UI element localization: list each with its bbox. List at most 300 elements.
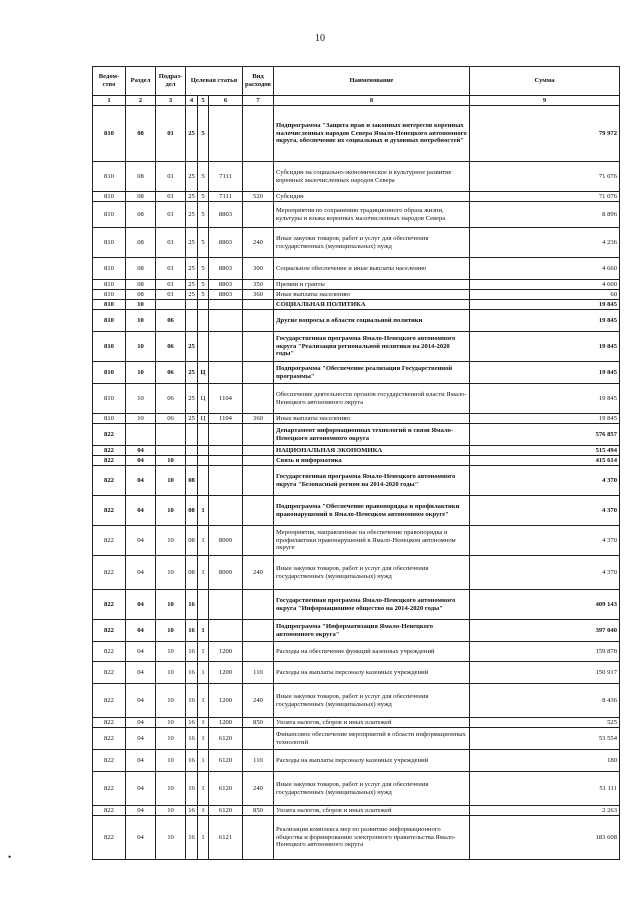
podrazdel-cell: 10 bbox=[156, 806, 186, 816]
razdel-cell: 04 bbox=[126, 466, 156, 496]
vedomstvo-cell: 810 bbox=[93, 162, 126, 192]
razdel-cell: 04 bbox=[126, 590, 156, 620]
sum-cell: 79 972 bbox=[470, 106, 620, 162]
target-b-cell: 5 bbox=[198, 106, 209, 162]
target-c-cell bbox=[209, 332, 243, 362]
table-row bbox=[93, 362, 620, 384]
target-a-cell: 16 bbox=[186, 806, 198, 816]
vedomstvo-cell: 822 bbox=[93, 642, 126, 662]
table-row bbox=[93, 424, 620, 446]
target-a-cell: 25 bbox=[186, 290, 198, 300]
index-cell: 1 bbox=[93, 96, 126, 106]
vid-cell bbox=[243, 202, 274, 228]
razdel-cell: 08 bbox=[126, 258, 156, 280]
vid-cell bbox=[243, 446, 274, 456]
name-cell: Подпрограмма "Обеспечение правопорядка и профилактики правонарушений в Ямало-Ненецком автономном округе" bbox=[274, 496, 470, 526]
sum-cell: 19 845 bbox=[470, 362, 620, 384]
vid-cell bbox=[243, 332, 274, 362]
target-a-cell: 25 bbox=[186, 258, 198, 280]
vedomstvo-cell: 822 bbox=[93, 466, 126, 496]
table-row bbox=[93, 750, 620, 772]
target-b-cell bbox=[198, 424, 209, 446]
table-row bbox=[93, 684, 620, 718]
target-b-cell: 1 bbox=[198, 772, 209, 806]
sum-cell: 71 076 bbox=[470, 162, 620, 192]
vedomstvo-cell: 810 bbox=[93, 384, 126, 414]
name-cell: Государственная программа Ямало-Ненецкого автономного округа "Безопасный регион на 2014-2020 годы" bbox=[274, 466, 470, 496]
table-row bbox=[93, 258, 620, 280]
vedomstvo-cell: 810 bbox=[93, 202, 126, 228]
vid-cell: 850 bbox=[243, 718, 274, 728]
sum-cell: 19 845 bbox=[470, 300, 620, 310]
vid-cell bbox=[243, 424, 274, 446]
target-a-cell: 08 bbox=[186, 526, 198, 556]
podrazdel-cell: 10 bbox=[156, 526, 186, 556]
table-row bbox=[93, 162, 620, 192]
sum-cell: 4 600 bbox=[470, 280, 620, 290]
target-a-cell: 16 bbox=[186, 816, 198, 860]
target-c-cell bbox=[209, 106, 243, 162]
name-cell: Финансовое обеспечение мероприятий в области информационных технологий bbox=[274, 728, 470, 750]
razdel-cell: 04 bbox=[126, 446, 156, 456]
razdel-cell: 04 bbox=[126, 556, 156, 590]
podrazdel-cell: 10 bbox=[156, 684, 186, 718]
sum-cell: 19 845 bbox=[470, 310, 620, 332]
podrazdel-cell: 06 bbox=[156, 414, 186, 424]
target-c-cell: 1200 bbox=[209, 718, 243, 728]
razdel-cell: 04 bbox=[126, 620, 156, 642]
razdel-cell: 04 bbox=[126, 750, 156, 772]
podrazdel-cell: 10 bbox=[156, 456, 186, 466]
table-row bbox=[93, 526, 620, 556]
vid-cell bbox=[243, 620, 274, 642]
target-c-cell: 8803 bbox=[209, 202, 243, 228]
vedomstvo-cell: 810 bbox=[93, 258, 126, 280]
vid-cell bbox=[243, 642, 274, 662]
margin-mark: • bbox=[8, 852, 12, 862]
table-row bbox=[93, 806, 620, 816]
target-b-cell: 1 bbox=[198, 728, 209, 750]
vedomstvo-cell: 822 bbox=[93, 718, 126, 728]
podrazdel-cell: 10 bbox=[156, 728, 186, 750]
name-cell: Расходы на выплаты персоналу казенных учреждений bbox=[274, 662, 470, 684]
target-c-cell bbox=[209, 300, 243, 310]
podrazdel-cell: 06 bbox=[156, 332, 186, 362]
table-row bbox=[93, 496, 620, 526]
sum-cell: 51 111 bbox=[470, 772, 620, 806]
target-b-cell: 1 bbox=[198, 496, 209, 526]
vedomstvo-cell: 822 bbox=[93, 526, 126, 556]
table-row bbox=[93, 718, 620, 728]
sum-cell: 4 236 bbox=[470, 228, 620, 258]
name-cell: НАЦИОНАЛЬНАЯ ЭКОНОМИКА bbox=[274, 446, 470, 456]
target-b-cell: 1 bbox=[198, 556, 209, 590]
razdel-cell: 04 bbox=[126, 456, 156, 466]
vedomstvo-cell: 822 bbox=[93, 456, 126, 466]
target-a-cell: 25 bbox=[186, 106, 198, 162]
vedomstvo-cell: 810 bbox=[93, 228, 126, 258]
vedomstvo-cell: 822 bbox=[93, 816, 126, 860]
vedomstvo-cell: 810 bbox=[93, 332, 126, 362]
vedomstvo-cell: 822 bbox=[93, 446, 126, 456]
vid-cell bbox=[243, 384, 274, 414]
podrazdel-cell: 10 bbox=[156, 642, 186, 662]
podrazdel-cell: 06 bbox=[156, 362, 186, 384]
table-row bbox=[93, 446, 620, 456]
name-cell: СОЦИАЛЬНАЯ ПОЛИТИКА bbox=[274, 300, 470, 310]
sum-cell: 180 bbox=[470, 750, 620, 772]
vedomstvo-cell: 810 bbox=[93, 310, 126, 332]
target-a-cell: 25 bbox=[186, 362, 198, 384]
vid-cell bbox=[243, 526, 274, 556]
podrazdel-cell: 10 bbox=[156, 718, 186, 728]
target-a-cell: 16 bbox=[186, 590, 198, 620]
podrazdel-cell: 06 bbox=[156, 310, 186, 332]
target-c-cell: 6121 bbox=[209, 816, 243, 860]
vedomstvo-cell: 822 bbox=[93, 684, 126, 718]
name-cell: Уплата налогов, сборов и иных платежей bbox=[274, 806, 470, 816]
target-b-cell bbox=[198, 456, 209, 466]
target-c-cell: 1200 bbox=[209, 642, 243, 662]
target-b-cell: 5 bbox=[198, 290, 209, 300]
table-row bbox=[93, 332, 620, 362]
target-b-cell: 1 bbox=[198, 806, 209, 816]
name-cell: Реализация комплекса мер по развитию информационного общества и формированию электронного правительства Ямало-Ненецкого автономного округа bbox=[274, 816, 470, 860]
index-cell: 5 bbox=[198, 96, 209, 106]
header-name: Наименование bbox=[274, 67, 470, 96]
name-cell: Уплата налогов, сборов и иных платежей bbox=[274, 718, 470, 728]
target-b-cell: 1 bbox=[198, 526, 209, 556]
razdel-cell: 08 bbox=[126, 290, 156, 300]
table-row bbox=[93, 456, 620, 466]
vid-cell: 240 bbox=[243, 772, 274, 806]
vedomstvo-cell: 822 bbox=[93, 772, 126, 806]
target-a-cell bbox=[186, 310, 198, 332]
target-c-cell: 6120 bbox=[209, 750, 243, 772]
name-cell: Подпрограмма "Защита прав и законных интересов коренных малочисленных народов Севера Ямало-Ненецкого автономного округа, обеспечение их социальных и духовных потребностей" bbox=[274, 106, 470, 162]
target-a-cell: 25 bbox=[186, 280, 198, 290]
razdel-cell: 04 bbox=[126, 718, 156, 728]
target-a-cell: 16 bbox=[186, 620, 198, 642]
target-a-cell bbox=[186, 456, 198, 466]
table-row bbox=[93, 772, 620, 806]
podrazdel-cell: 10 bbox=[156, 816, 186, 860]
sum-cell: 4 370 bbox=[470, 556, 620, 590]
name-cell: Другие вопросы в области социальной политики bbox=[274, 310, 470, 332]
target-c-cell bbox=[209, 446, 243, 456]
target-c-cell: 8803 bbox=[209, 290, 243, 300]
name-cell: Премии и гранты bbox=[274, 280, 470, 290]
target-a-cell bbox=[186, 300, 198, 310]
header-sum: Сумма bbox=[470, 67, 620, 96]
razdel-cell: 10 bbox=[126, 310, 156, 332]
razdel-cell: 04 bbox=[126, 728, 156, 750]
vid-cell: 350 bbox=[243, 280, 274, 290]
index-cell: 4 bbox=[186, 96, 198, 106]
target-b-cell: 1 bbox=[198, 718, 209, 728]
target-a-cell: 16 bbox=[186, 684, 198, 718]
target-a-cell: 16 bbox=[186, 750, 198, 772]
vid-cell: 850 bbox=[243, 806, 274, 816]
podrazdel-cell: 10 bbox=[156, 590, 186, 620]
podrazdel-cell: 01 bbox=[156, 192, 186, 202]
table-row bbox=[93, 228, 620, 258]
table-row bbox=[93, 310, 620, 332]
target-a-cell bbox=[186, 446, 198, 456]
target-b-cell: Ц bbox=[198, 362, 209, 384]
name-cell: Государственная программа Ямало-Ненецкого автономного округа "Реализация региональной политики на 2014-2020 годы" bbox=[274, 332, 470, 362]
sum-cell: 71 076 bbox=[470, 192, 620, 202]
vid-cell: 360 bbox=[243, 414, 274, 424]
target-a-cell: 25 bbox=[186, 228, 198, 258]
target-c-cell: 7111 bbox=[209, 162, 243, 192]
podrazdel-cell: 01 bbox=[156, 290, 186, 300]
target-c-cell: 8009 bbox=[209, 556, 243, 590]
header-podrazdel: Подраз-дел bbox=[156, 67, 186, 96]
podrazdel-cell: 10 bbox=[156, 466, 186, 496]
name-cell: Иные закупки товаров, работ и услуг для обеспечения государственных (муниципальных) нужд bbox=[274, 228, 470, 258]
razdel-cell: 10 bbox=[126, 384, 156, 414]
table-row bbox=[93, 556, 620, 590]
podrazdel-cell: 10 bbox=[156, 772, 186, 806]
target-a-cell: 25 bbox=[186, 192, 198, 202]
sum-cell: 4 370 bbox=[470, 496, 620, 526]
target-a-cell: 08 bbox=[186, 466, 198, 496]
table-row bbox=[93, 590, 620, 620]
vedomstvo-cell: 810 bbox=[93, 280, 126, 290]
target-b-cell bbox=[198, 590, 209, 620]
index-cell: 2 bbox=[126, 96, 156, 106]
target-b-cell: 1 bbox=[198, 620, 209, 642]
table-row bbox=[93, 202, 620, 228]
razdel-cell: 08 bbox=[126, 228, 156, 258]
table-row bbox=[93, 192, 620, 202]
target-a-cell bbox=[186, 424, 198, 446]
podrazdel-cell bbox=[156, 446, 186, 456]
vedomstvo-cell: 822 bbox=[93, 728, 126, 750]
vid-cell bbox=[243, 590, 274, 620]
vedomstvo-cell: 822 bbox=[93, 620, 126, 642]
vedomstvo-cell: 822 bbox=[93, 556, 126, 590]
target-c-cell: 7111 bbox=[209, 192, 243, 202]
name-cell: Расходы на выплаты персоналу казенных учреждений bbox=[274, 750, 470, 772]
sum-cell: 525 bbox=[470, 718, 620, 728]
target-b-cell bbox=[198, 446, 209, 456]
razdel-cell: 04 bbox=[126, 772, 156, 806]
sum-cell: 60 bbox=[470, 290, 620, 300]
sum-cell: 4 370 bbox=[470, 526, 620, 556]
target-c-cell: 8803 bbox=[209, 258, 243, 280]
vid-cell bbox=[243, 106, 274, 162]
podrazdel-cell: 10 bbox=[156, 750, 186, 772]
vid-cell bbox=[243, 162, 274, 192]
target-a-cell: 25 bbox=[186, 414, 198, 424]
vid-cell: 300 bbox=[243, 258, 274, 280]
sum-cell: 19 845 bbox=[470, 414, 620, 424]
sum-cell: 4 660 bbox=[470, 258, 620, 280]
target-c-cell bbox=[209, 456, 243, 466]
sum-cell: 2 263 bbox=[470, 806, 620, 816]
target-b-cell bbox=[198, 310, 209, 332]
target-b-cell: 1 bbox=[198, 684, 209, 718]
vid-cell: 240 bbox=[243, 556, 274, 590]
target-b-cell: 5 bbox=[198, 280, 209, 290]
name-cell: Иные закупки товаров, работ и услуг для обеспечения государственных (муниципальных) нужд bbox=[274, 684, 470, 718]
target-b-cell: 5 bbox=[198, 202, 209, 228]
target-c-cell: 8803 bbox=[209, 228, 243, 258]
vid-cell bbox=[243, 466, 274, 496]
vid-cell: 240 bbox=[243, 228, 274, 258]
sum-cell: 53 554 bbox=[470, 728, 620, 750]
target-a-cell: 25 bbox=[186, 202, 198, 228]
podrazdel-cell: 01 bbox=[156, 228, 186, 258]
target-b-cell: Ц bbox=[198, 414, 209, 424]
target-b-cell bbox=[198, 466, 209, 496]
sum-cell: 4 370 bbox=[470, 466, 620, 496]
name-cell: Подпрограмма "Информатизация Ямало-Ненецкого автономного округа" bbox=[274, 620, 470, 642]
podrazdel-cell: 10 bbox=[156, 620, 186, 642]
razdel-cell: 04 bbox=[126, 662, 156, 684]
vedomstvo-cell: 810 bbox=[93, 192, 126, 202]
name-cell: Связь и информатика bbox=[274, 456, 470, 466]
name-cell: Иные закупки товаров, работ и услуг для обеспечения государственных (муниципальных) нужд bbox=[274, 772, 470, 806]
target-b-cell bbox=[198, 332, 209, 362]
target-b-cell bbox=[198, 300, 209, 310]
table-row bbox=[93, 384, 620, 414]
vedomstvo-cell: 810 bbox=[93, 362, 126, 384]
target-c-cell: 6120 bbox=[209, 772, 243, 806]
name-cell: Субсидии bbox=[274, 192, 470, 202]
header-vid: Вид расходов bbox=[243, 67, 274, 96]
razdel-cell: 04 bbox=[126, 684, 156, 718]
name-cell: Мероприятия по сохранению традиционного образа жизни, культуры и языка коренных малочисленных народов Севера bbox=[274, 202, 470, 228]
vedomstvo-cell: 822 bbox=[93, 662, 126, 684]
sum-cell: 19 845 bbox=[470, 384, 620, 414]
target-c-cell: 6120 bbox=[209, 806, 243, 816]
sum-cell: 150 917 bbox=[470, 662, 620, 684]
target-c-cell: 8803 bbox=[209, 280, 243, 290]
target-b-cell: 1 bbox=[198, 642, 209, 662]
target-c-cell: 6120 bbox=[209, 728, 243, 750]
vedomstvo-cell: 810 bbox=[93, 106, 126, 162]
name-cell: Подпрограмма "Обеспечение реализации Государственной программы" bbox=[274, 362, 470, 384]
vid-cell bbox=[243, 728, 274, 750]
sum-cell: 515 494 bbox=[470, 446, 620, 456]
target-c-cell: 8009 bbox=[209, 526, 243, 556]
header-target: Целевая статья bbox=[186, 67, 243, 96]
target-b-cell: 5 bbox=[198, 258, 209, 280]
index-cell: 8 bbox=[274, 96, 470, 106]
razdel-cell: 10 bbox=[126, 300, 156, 310]
target-c-cell bbox=[209, 466, 243, 496]
vid-cell bbox=[243, 496, 274, 526]
header-razdel: Раздел bbox=[126, 67, 156, 96]
header-row bbox=[93, 67, 620, 96]
vedomstvo-cell: 822 bbox=[93, 496, 126, 526]
table-row bbox=[93, 728, 620, 750]
name-cell: Иные закупки товаров, работ и услуг для обеспечения государственных (муниципальных) нужд bbox=[274, 556, 470, 590]
vid-cell: 110 bbox=[243, 662, 274, 684]
vid-cell bbox=[243, 310, 274, 332]
page-number: 10 bbox=[315, 33, 325, 44]
target-b-cell: 5 bbox=[198, 162, 209, 192]
vid-cell bbox=[243, 300, 274, 310]
name-cell: Социальное обеспечение и иные выплаты населению bbox=[274, 258, 470, 280]
vid-cell: 110 bbox=[243, 750, 274, 772]
target-c-cell bbox=[209, 496, 243, 526]
table-row bbox=[93, 620, 620, 642]
budget-table bbox=[92, 66, 620, 860]
name-cell: Департамент информационных технологий и связи Ямало-Ненецкого автономного округа bbox=[274, 424, 470, 446]
vid-cell: 360 bbox=[243, 290, 274, 300]
name-cell: Мероприятия, направленные на обеспечение правопорядка и профилактики правонарушений в Ямало-Ненецком автономном округе bbox=[274, 526, 470, 556]
target-c-cell: 1200 bbox=[209, 662, 243, 684]
table-row bbox=[93, 280, 620, 290]
razdel-cell bbox=[126, 424, 156, 446]
name-cell: Субсидии на социально-экономическое и культурное развитие коренных малочисленных народов Севера bbox=[274, 162, 470, 192]
podrazdel-cell: 10 bbox=[156, 496, 186, 526]
vid-cell bbox=[243, 816, 274, 860]
target-b-cell: Ц bbox=[198, 384, 209, 414]
razdel-cell: 10 bbox=[126, 414, 156, 424]
target-a-cell: 16 bbox=[186, 718, 198, 728]
vedomstvo-cell: 822 bbox=[93, 750, 126, 772]
target-a-cell: 25 bbox=[186, 162, 198, 192]
vid-cell: 240 bbox=[243, 684, 274, 718]
razdel-cell: 08 bbox=[126, 106, 156, 162]
podrazdel-cell: 01 bbox=[156, 258, 186, 280]
razdel-cell: 04 bbox=[126, 496, 156, 526]
podrazdel-cell: 10 bbox=[156, 662, 186, 684]
sum-cell: 8 896 bbox=[470, 202, 620, 228]
target-b-cell: 1 bbox=[198, 750, 209, 772]
table-row bbox=[93, 290, 620, 300]
table-row bbox=[93, 414, 620, 424]
name-cell: Государственная программа Ямало-Ненецкого автономного округа "Информационное общество на 2014-2020 годы" bbox=[274, 590, 470, 620]
vedomstvo-cell: 810 bbox=[93, 300, 126, 310]
target-a-cell: 16 bbox=[186, 642, 198, 662]
vedomstvo-cell: 822 bbox=[93, 424, 126, 446]
vid-cell bbox=[243, 456, 274, 466]
target-b-cell: 5 bbox=[198, 192, 209, 202]
razdel-cell: 04 bbox=[126, 816, 156, 860]
sum-cell: 8 436 bbox=[470, 684, 620, 718]
razdel-cell: 04 bbox=[126, 806, 156, 816]
index-row bbox=[93, 96, 620, 106]
name-cell: Иные выплаты населению bbox=[274, 414, 470, 424]
header-vedomstvo: Ведом-ство bbox=[93, 67, 126, 96]
sum-cell: 19 845 bbox=[470, 332, 620, 362]
razdel-cell: 04 bbox=[126, 642, 156, 662]
table-row bbox=[93, 662, 620, 684]
target-a-cell: 08 bbox=[186, 496, 198, 526]
target-c-cell bbox=[209, 590, 243, 620]
podrazdel-cell: 06 bbox=[156, 384, 186, 414]
razdel-cell: 04 bbox=[126, 526, 156, 556]
name-cell: Иные выплаты населению bbox=[274, 290, 470, 300]
sum-cell: 159 878 bbox=[470, 642, 620, 662]
podrazdel-cell: 01 bbox=[156, 202, 186, 228]
razdel-cell: 08 bbox=[126, 162, 156, 192]
podrazdel-cell bbox=[156, 300, 186, 310]
razdel-cell: 08 bbox=[126, 202, 156, 228]
target-b-cell: 1 bbox=[198, 816, 209, 860]
sum-cell: 183 608 bbox=[470, 816, 620, 860]
target-c-cell: 1104 bbox=[209, 384, 243, 414]
razdel-cell: 10 bbox=[126, 362, 156, 384]
table-body bbox=[93, 106, 620, 860]
podrazdel-cell: 01 bbox=[156, 280, 186, 290]
